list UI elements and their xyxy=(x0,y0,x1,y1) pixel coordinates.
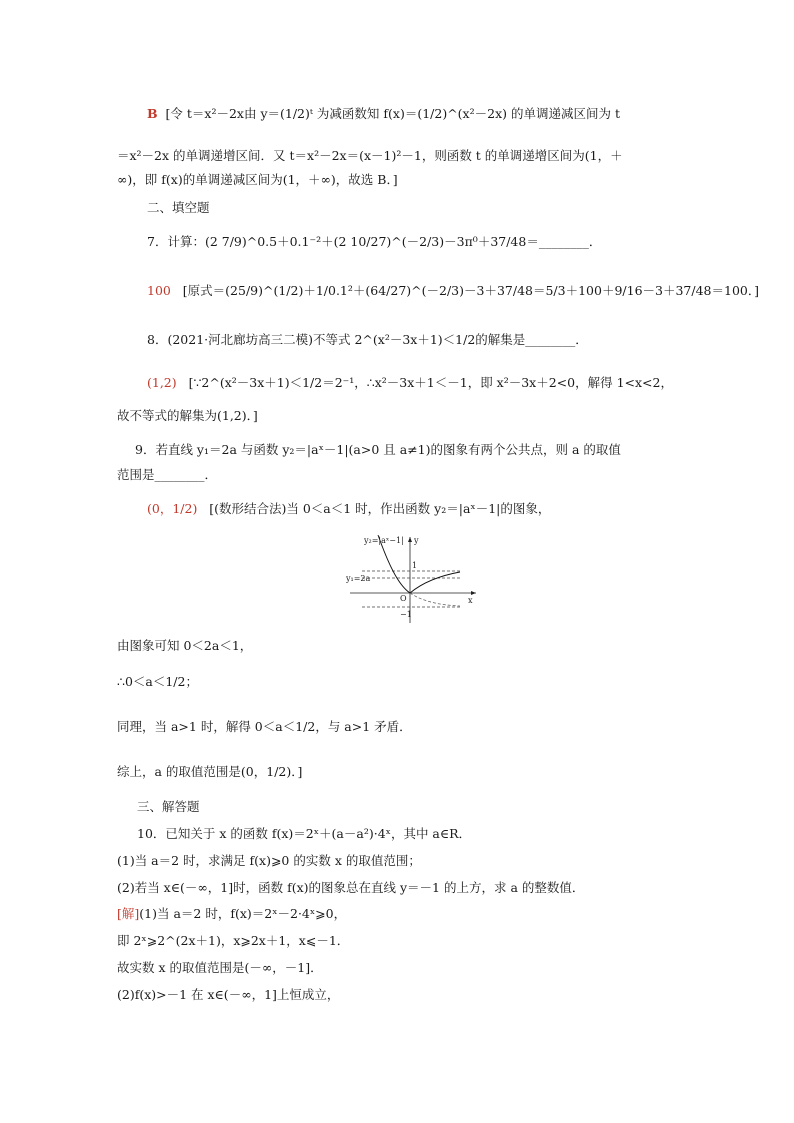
curve-reflected xyxy=(410,593,460,606)
y-arrow-icon xyxy=(408,537,412,542)
section-heading-fill: 二、填空题 xyxy=(147,200,210,215)
answer-value: 100 xyxy=(147,283,171,298)
solution-line: (2)f(x)>－1 在 x∈(－∞，1]上恒成立， xyxy=(117,987,340,1002)
solution-tag: [解] xyxy=(117,906,140,921)
explanation-line: 故不等式的解集为(1,2)．] xyxy=(117,408,258,423)
answer-choice: B xyxy=(147,106,158,121)
label-y2: y₂=|aˣ−1| xyxy=(364,536,404,545)
solution-line xyxy=(117,904,346,924)
answer-line-8 xyxy=(147,373,673,393)
explanation-text: [原式＝(25/9)^(1/2)＋1/0.1²＋(64/27)^(－2/3)－3＋37/48＝5/3＋100＋9/16－3＋37/48＝100．] xyxy=(182,283,759,298)
answer-line-6 xyxy=(147,104,620,124)
question-7: 7．计算：(2 7/9)^0.5＋0.1⁻²＋(2 10/27)^(－2/3)－3π⁰＋37/48＝________． xyxy=(147,234,602,249)
x-arrow-icon xyxy=(471,591,476,595)
section-heading-solve: 三、解答题 xyxy=(137,799,200,814)
explanation-line: 综上，a 的取值范围是(0，1/2)．] xyxy=(117,764,303,779)
label-one: 1 xyxy=(412,561,418,570)
solution-line: 即 2ˣ⩾2^(2x＋1)，x⩾2x＋1，x⩽－1． xyxy=(117,933,350,948)
label-y-axis: y xyxy=(414,536,419,545)
explanation-line: 由图象可知 0＜2a＜1， xyxy=(117,638,253,653)
answer-value: (1,2) xyxy=(147,375,177,390)
answer-line-9 xyxy=(147,499,550,519)
answer-value: (0，1/2) xyxy=(147,501,198,516)
question-10-part2: (2)若当 x∈(－∞，1]时，函数 f(x)的图象总在直线 y＝－1 的上方，求 a 的整数值． xyxy=(117,880,585,895)
question-9: 9．若直线 y₁＝2a 与函数 y₂＝|aˣ－1|(a>0 且 a≠1)的图象有两个公共点，则 a 的取值 xyxy=(135,442,621,457)
explanation-line: 同理，当 a>1 时，解得 0＜a＜1/2，与 a>1 矛盾． xyxy=(117,719,412,734)
solution-text: (1)当 a＝2 时，f(x)＝2ˣ－2·4ˣ⩾0， xyxy=(139,906,347,921)
label-x-axis: x xyxy=(468,596,473,605)
explanation-line: ∞)，即 f(x)的单调递减区间为(1，＋∞)，故选 B．] xyxy=(117,172,398,187)
solution-line: 故实数 x 的取值范围是(－∞，－1]． xyxy=(117,960,323,975)
explanation-text: [∵2^(x²－3x＋1)＜1/2＝2⁻¹，∴x²－3x＋1＜－1，即 x²－3x＋2<0，解得 1<x<2， xyxy=(188,375,673,390)
explanation-line: ＝x²－2x 的单调递增区间．又 t＝x²－2x＝(x－1)²－1，则函数 t 的单调递增区间为(1，＋ xyxy=(117,148,623,163)
label-neg-one: −1 xyxy=(400,610,412,619)
question-9-cont: 范围是________． xyxy=(117,467,218,482)
question-10: 10．已知关于 x 的函数 f(x)＝2ˣ＋(a－a²)·4ˣ，其中 a∈R． xyxy=(137,826,472,841)
explanation-line: ∴0＜a＜1/2； xyxy=(117,674,198,689)
label-y1: y₁=2a xyxy=(346,574,371,583)
answer-line-7 xyxy=(147,281,759,301)
question-8: 8．(2021·河北廊坊高三二模)不等式 2^(x²－3x＋1)＜1/2的解集是________． xyxy=(147,332,588,347)
function-graph-figure xyxy=(342,533,482,625)
explanation-text: [令 t＝x²－2x由 y＝(1/2)ᵗ 为减函数知 f(x)＝(1/2)^(x²－2x) 的单调递减区间为 t xyxy=(165,106,620,121)
label-origin: O xyxy=(400,594,407,603)
question-10-part1: (1)当 a＝2 时，求满足 f(x)⩾0 的实数 x 的取值范围； xyxy=(117,853,421,868)
explanation-text: [(数形结合法)当 0＜a＜1 时，作出函数 y₂＝|aˣ－1|的图象， xyxy=(209,501,551,516)
